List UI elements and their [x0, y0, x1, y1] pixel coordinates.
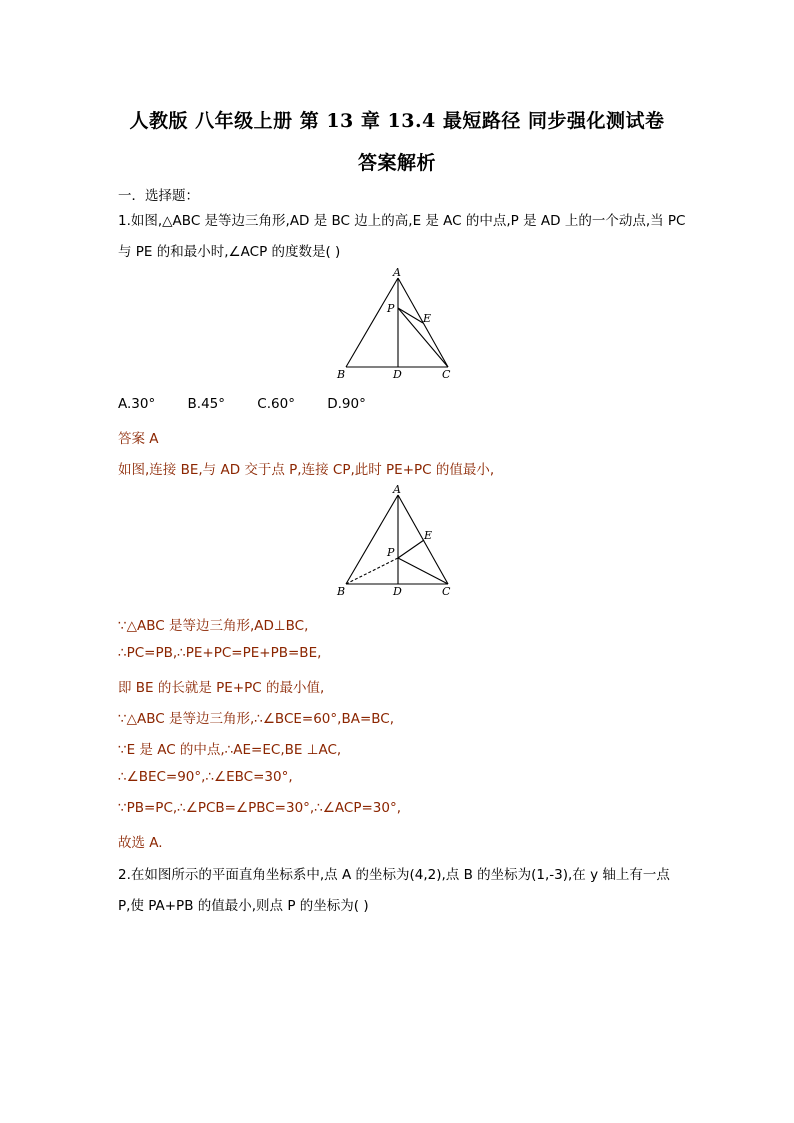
- page-subtitle: 答案解析: [357, 152, 436, 174]
- question-2-line-2: P,使 PA+PB 的值最小,则点 P 的坐标为( ): [118, 898, 369, 914]
- question-1-line-1: 1.如图,△ABC 是等边三角形,AD 是 BC 边上的高,E 是 AC 的中点,P 是 AD 上的一个动点,当 PC: [118, 213, 686, 229]
- solution-step-1: ∵△ABC 是等边三角形,AD⊥BC,: [118, 618, 309, 634]
- option-a: A.30°: [118, 396, 156, 412]
- label-p: P: [387, 546, 395, 559]
- figure-2-triangle: [336, 483, 466, 601]
- label-a: A: [393, 483, 401, 496]
- label-c: C: [442, 368, 451, 381]
- question-1-solution-intro: 如图,连接 BE,与 AD 交于点 P,连接 CP,此时 PE+PC 的值最小,: [118, 462, 495, 478]
- question-1-options: [118, 396, 394, 412]
- option-c: C.60°: [257, 396, 295, 412]
- label-e: E: [424, 529, 433, 542]
- solution-step-6: ∴∠BEC=90°,∴∠EBC=30°,: [118, 769, 293, 785]
- solution-step-8: 故选 A.: [118, 835, 163, 851]
- label-e: E: [423, 312, 432, 325]
- option-d: D.90°: [327, 396, 366, 412]
- label-a: A: [393, 266, 401, 279]
- question-1-answer: 答案 A: [118, 431, 159, 447]
- segment-pe: [398, 540, 424, 558]
- question-1-line-2: 与 PE 的和最小时,∠ACP 的度数是( ): [118, 244, 341, 260]
- section-heading: 一．选择题：: [118, 188, 199, 204]
- label-b: B: [337, 368, 346, 381]
- solution-step-5: ∵E 是 AC 的中点,∴AE=EC,BE ⊥AC,: [118, 742, 342, 758]
- solution-step-2: ∴PC=PB,∴PE+PC=PE+PB=BE,: [118, 645, 322, 661]
- label-c: C: [442, 585, 451, 598]
- label-d: D: [393, 585, 402, 598]
- label-b: B: [337, 585, 346, 598]
- segment-ab: [346, 495, 398, 584]
- figure-1-triangle: [336, 266, 466, 384]
- page-title: 人教版 八年级上册 第 13 章 13.4 最短路径 同步强化测试卷: [129, 110, 665, 132]
- solution-step-7: ∵PB=PC,∴∠PCB=∠PBC=30°,∴∠ACP=30°,: [118, 800, 402, 816]
- option-b: B.45°: [187, 396, 225, 412]
- segment-ab: [346, 278, 398, 367]
- label-d: D: [393, 368, 402, 381]
- solution-step-3: 即 BE 的长就是 PE+PC 的最小值,: [118, 680, 325, 696]
- question-2-line-1: 2.在如图所示的平面直角坐标系中,点 A 的坐标为(4,2),点 B 的坐标为(1,-3),在 y 轴上有一点: [118, 867, 670, 883]
- solution-step-4: ∵△ABC 是等边三角形,∴∠BCE=60°,BA=BC,: [118, 711, 394, 727]
- label-p: P: [387, 302, 395, 315]
